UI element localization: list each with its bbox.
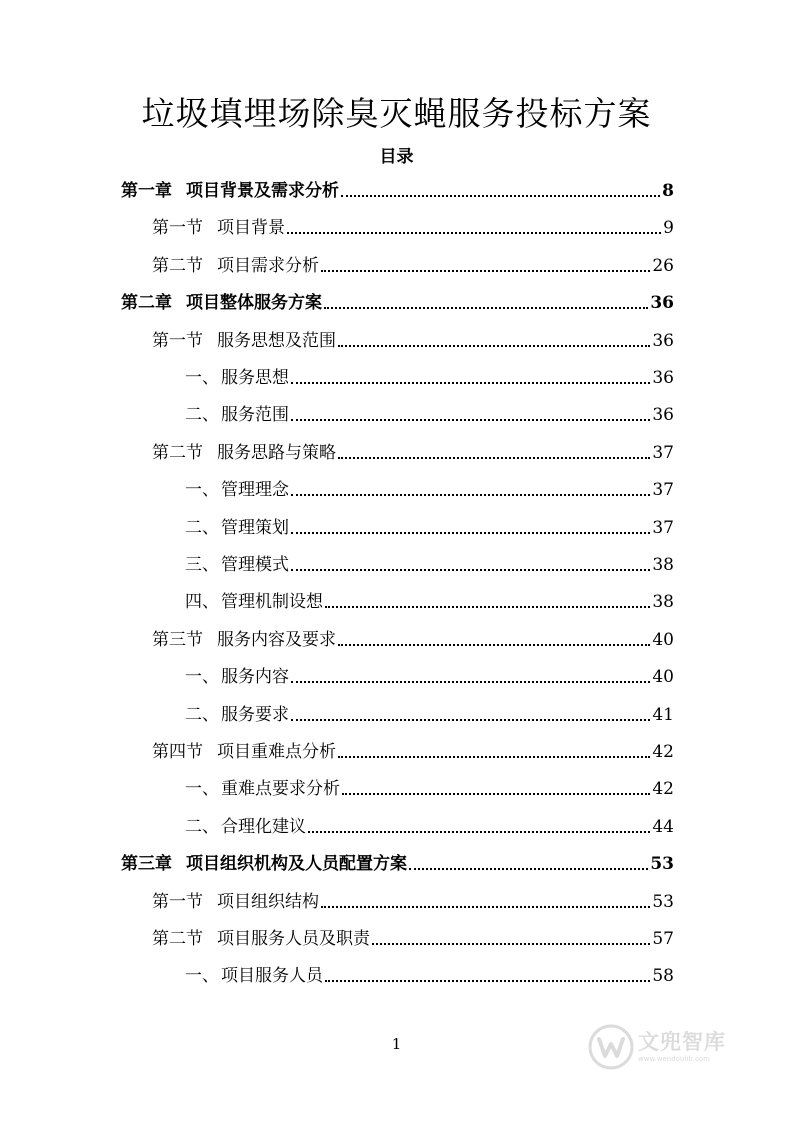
toc-leader-dots [308, 831, 650, 833]
toc-leader-dots [338, 756, 650, 758]
toc-entry-title: 服务要求 [221, 704, 289, 725]
toc-leader-dots [325, 980, 650, 982]
toc-entry-page: 9 [663, 218, 674, 239]
toc-subsection-entry[interactable] [185, 774, 674, 804]
toc-entry-label: 第二节 [152, 255, 203, 276]
toc-leader-dots [291, 382, 650, 384]
toc-subsection-entry[interactable] [185, 475, 674, 505]
toc-section-entry[interactable] [152, 213, 674, 243]
toc-entry-text [185, 403, 289, 427]
toc-entry-text [121, 179, 339, 203]
toc-subsection-entry[interactable] [185, 587, 674, 617]
toc-entry-page: 42 [652, 742, 674, 762]
toc-entry-label: 一、 [185, 667, 219, 688]
toc-leader-dots [321, 906, 650, 908]
toc-entry-page: 36 [652, 368, 674, 388]
toc-entry-text [152, 441, 336, 465]
toc-leader-dots [338, 457, 650, 459]
toc-entry-title: 项目需求分析 [217, 255, 319, 276]
toc-subsection-entry[interactable] [185, 550, 674, 580]
toc-leader-dots [341, 195, 660, 197]
toc-entry-title: 管理机制设想 [221, 592, 323, 613]
toc-entry-label: 第二节 [152, 929, 203, 949]
toc-entry-title: 服务内容及要求 [217, 629, 336, 650]
w-logo-icon [588, 1024, 634, 1070]
document-title: 垃圾填埋场除臭灭蝇服务投标方案 [141, 94, 652, 133]
toc-entry-label: 一、 [185, 480, 219, 501]
toc-entry-title: 重难点要求分析 [221, 779, 340, 800]
toc-leader-dots [342, 793, 650, 795]
toc-entry-page: 53 [652, 891, 674, 912]
toc-entry-label: 第一节 [152, 891, 203, 912]
toc-entry-page: 37 [652, 442, 674, 463]
toc-leader-dots [291, 569, 650, 571]
toc-subsection-entry[interactable] [185, 961, 674, 991]
toc-entry-title: 服务范围 [221, 405, 289, 426]
toc-entry-title: 服务思想 [221, 368, 289, 388]
toc-entry-title: 服务思路与策略 [217, 442, 336, 463]
toc-entry-label: 一、 [185, 779, 219, 800]
toc-section-entry[interactable] [152, 326, 674, 356]
toc-entry-text [185, 815, 306, 839]
toc-chapter-entry[interactable] [121, 176, 674, 206]
toc-section-entry[interactable] [152, 438, 674, 468]
toc-entry-title: 项目重难点分析 [217, 742, 336, 762]
toc-entry-label: 第三章 [121, 854, 172, 875]
toc-leader-dots [291, 681, 650, 683]
toc-entry-title: 管理理念 [221, 480, 289, 501]
toc-section-entry[interactable] [152, 625, 674, 655]
toc-entry-text [185, 703, 289, 727]
toc-subsection-entry[interactable] [185, 363, 674, 393]
toc-entry-page: 38 [652, 555, 674, 575]
toc-entry-text [152, 216, 285, 240]
watermark [588, 1022, 758, 1072]
toc-entry-label: 四、 [185, 592, 219, 613]
toc-leader-dots [321, 270, 650, 272]
toc-entry-page: 36 [650, 293, 674, 314]
toc-section-entry[interactable] [152, 887, 674, 917]
toc-leader-dots [338, 644, 650, 646]
toc-subsection-entry[interactable] [185, 513, 674, 543]
toc-section-entry[interactable] [152, 737, 674, 767]
toc-entry-label: 二、 [185, 816, 219, 837]
toc-entry-title: 项目背景及需求分析 [186, 181, 339, 201]
toc-entry-text [152, 628, 336, 652]
toc-leader-dots [409, 868, 648, 870]
toc-entry-label: 第四节 [152, 742, 203, 762]
toc-entry-page: 41 [652, 704, 674, 725]
toc-entry-text [152, 329, 336, 353]
toc-entry-label: 三、 [185, 555, 219, 575]
toc-chapter-entry[interactable] [121, 288, 674, 318]
toc-entry-page: 58 [652, 966, 674, 987]
toc-section-entry[interactable] [152, 251, 674, 281]
toc-entry-text [185, 478, 289, 502]
toc-entry-page: 42 [652, 779, 674, 800]
toc-entry-page: 36 [652, 330, 674, 351]
toc-entry-title: 合理化建议 [221, 816, 306, 837]
toc-chapter-entry[interactable] [121, 849, 674, 879]
toc-entry-title: 项目背景 [217, 218, 285, 239]
toc-entry-page: 37 [652, 517, 674, 538]
toc-entry-title: 项目整体服务方案 [186, 293, 322, 314]
toc-leader-dots [325, 606, 650, 608]
toc-entry-text [121, 852, 407, 876]
toc-entry-text [152, 740, 336, 764]
watermark-url: www.wendoulib.com [638, 1055, 710, 1063]
toc-entry-text [185, 590, 323, 614]
toc-entry-text [152, 254, 319, 278]
toc-entry-label: 第三节 [152, 629, 203, 650]
toc-subsection-entry[interactable] [185, 812, 674, 842]
toc-leader-dots [338, 345, 650, 347]
toc-entry-title: 项目组织结构 [217, 891, 319, 912]
toc-entry-title: 项目服务人员及职责 [217, 929, 370, 949]
toc-subsection-entry[interactable] [185, 662, 674, 692]
toc-leader-dots [291, 419, 650, 421]
toc-entry-title: 服务思想及范围 [217, 330, 336, 351]
toc-entry-label: 一、 [185, 966, 219, 987]
toc-leader-dots [324, 307, 648, 309]
toc-entry-page: 37 [652, 480, 674, 501]
toc-entry-page: 44 [652, 816, 674, 837]
toc-entry-page: 38 [652, 592, 674, 613]
toc-entry-title: 项目组织机构及人员配置方案 [186, 854, 407, 875]
toc-entry-text [185, 366, 289, 390]
toc-section-entry[interactable] [152, 924, 674, 954]
toc-entry-text [185, 964, 323, 988]
toc-leader-dots [291, 719, 650, 721]
toc-entry-title: 管理模式 [221, 555, 289, 575]
toc-entry-label: 二、 [185, 704, 219, 725]
page-number: 1 [391, 1035, 402, 1053]
toc-entry-label: 第二节 [152, 442, 203, 463]
toc-entry-page: 57 [652, 929, 674, 949]
toc-entry-text [121, 291, 322, 315]
toc-entry-text [185, 665, 289, 689]
toc-entry-label: 第二章 [121, 293, 172, 314]
toc-heading: 目录 [379, 147, 414, 167]
toc-entry-label: 第一节 [152, 330, 203, 351]
toc-entry-label: 二、 [185, 517, 219, 538]
toc-entry-text [185, 777, 340, 801]
toc-leader-dots [291, 532, 650, 534]
toc-entry-page: 40 [652, 667, 674, 688]
toc-subsection-entry[interactable] [185, 400, 674, 430]
toc-entry-text [152, 890, 319, 914]
toc-entry-title: 项目服务人员 [221, 966, 323, 987]
toc-entry-page: 26 [652, 255, 674, 276]
toc-entry-text [152, 927, 370, 951]
toc-entry-label: 第一章 [121, 181, 172, 201]
watermark-brand: 文兜智库 [638, 1030, 726, 1054]
toc-leader-dots [291, 494, 650, 496]
toc-entry-page: 40 [652, 629, 674, 650]
toc-entry-title: 服务内容 [221, 667, 289, 688]
toc-entry-label: 二、 [185, 405, 219, 426]
toc-leader-dots [287, 232, 661, 234]
toc-entry-label: 第一节 [152, 218, 203, 239]
toc-entry-page: 36 [652, 405, 674, 426]
toc-subsection-entry[interactable] [185, 700, 674, 730]
toc-entry-text [185, 553, 289, 577]
toc-entry-page: 8 [662, 181, 674, 201]
toc-entry-title: 管理策划 [221, 517, 289, 538]
toc-entry-text [185, 516, 289, 540]
toc-leader-dots [372, 943, 650, 945]
toc-entry-page: 53 [650, 854, 674, 875]
toc-entry-label: 一、 [185, 368, 219, 388]
